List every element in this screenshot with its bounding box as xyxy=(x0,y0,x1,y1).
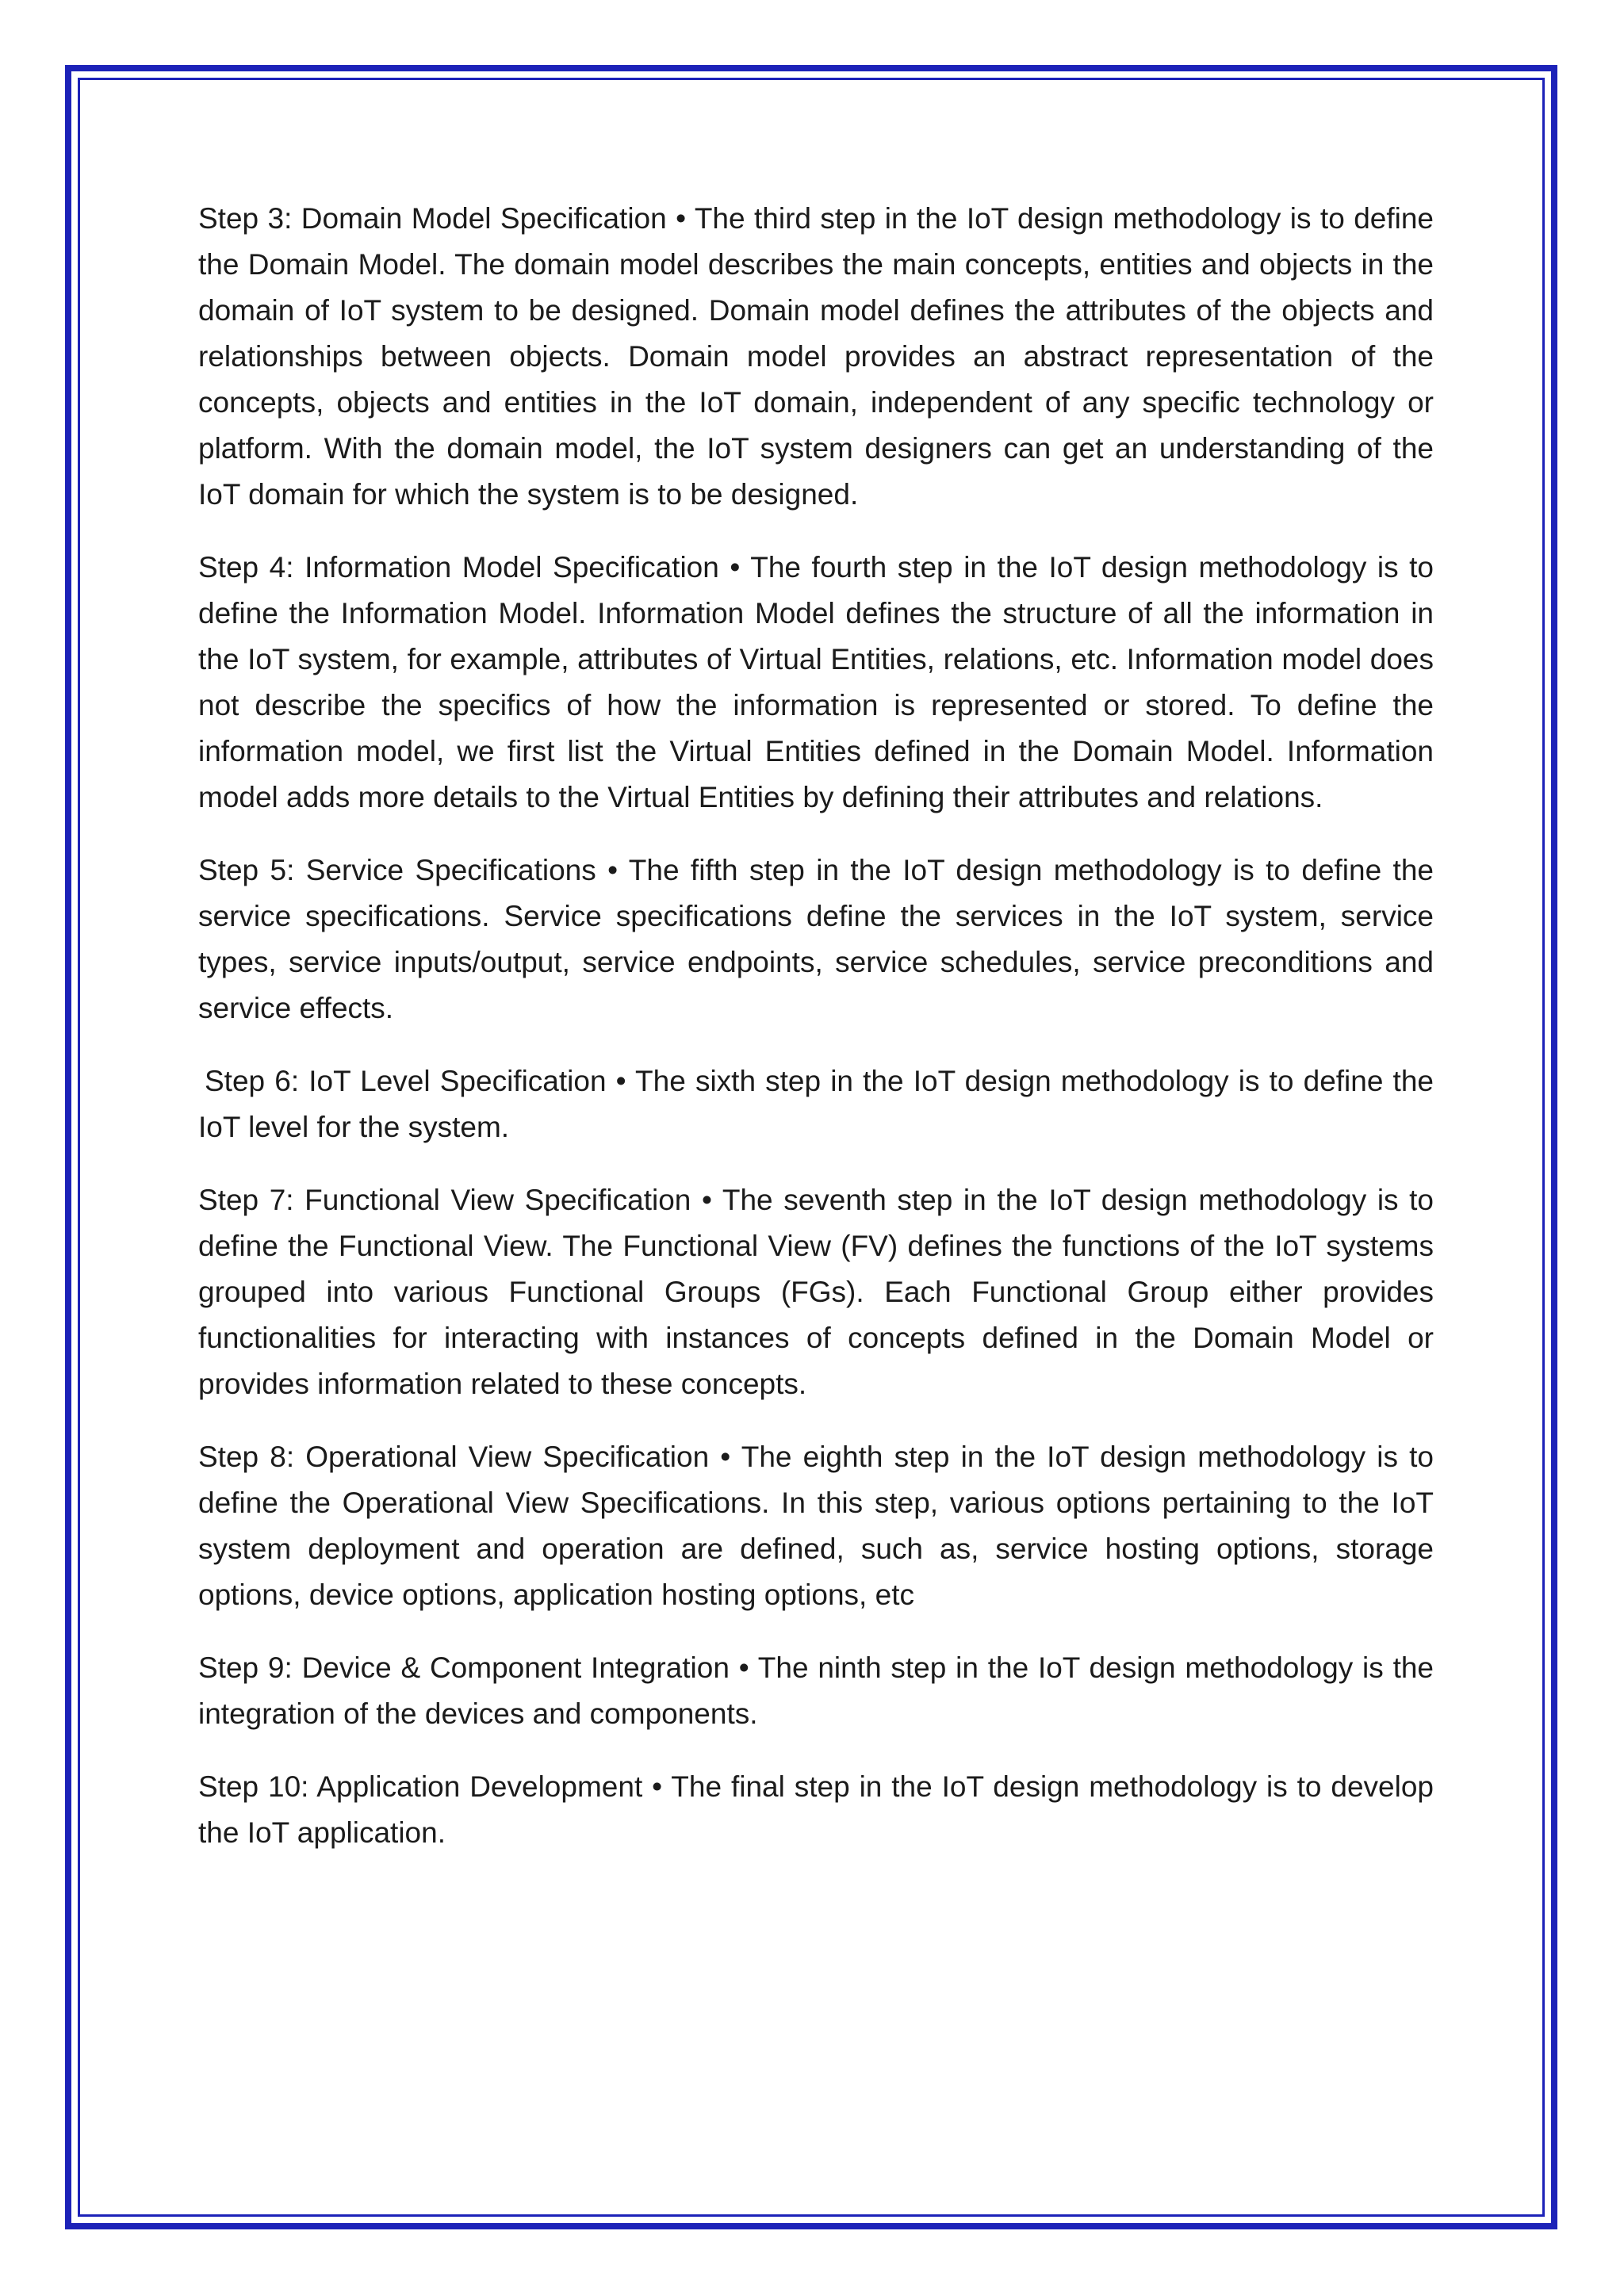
paragraph-step-10: Step 10: Application Development • The final step in the IoT design methodology is to develop the IoT application. xyxy=(198,1770,1434,1849)
paragraph-step-7: Step 7: Functional View Specification • The seventh step in the IoT design methodology is to define the Functional View. The Functional View (FV) defines the functions of the IoT systems grouped into various Functional Groups (FGs). Each Functional Group either provides functionalities for interacting with instances of concepts defined in the Domain Model or provides information related to these concepts. xyxy=(198,1184,1434,1400)
document-body xyxy=(198,196,1434,1883)
paragraph-step-8: Step 8: Operational View Specification • The eighth step in the IoT design methodology is to define the Operational View Specifications. In this step, various options pertaining to the IoT system deployment and operation are defined, such as, service hosting options, storage options, device options, application hosting options, etc xyxy=(198,1441,1434,1611)
paragraph-step-6: Step 6: IoT Level Specification • The sixth step in the IoT design methodology is to define the IoT level for the system. xyxy=(198,1065,1434,1143)
paragraph-step-5: Step 5: Service Specifications • The fifth step in the IoT design methodology is to define the service specifications. Service specifications define the services in the IoT system, service types, service inputs/output, service endpoints, service schedules, service preconditions and service effects. xyxy=(198,854,1434,1024)
paragraph-step-3: Step 3: Domain Model Specification • The third step in the IoT design methodology is to define the Domain Model. The domain model describes the main concepts, entities and objects in the domain of IoT system to be designed. Domain model defines the attributes of the objects and relationships between objects. Domain model provides an abstract representation of the concepts, objects and entities in the IoT domain, independent of any specific technology or platform. With the domain model, the IoT system designers can get an understanding of the IoT domain for which the system is to be designed. xyxy=(198,202,1434,511)
paragraph-step-4: Step 4: Information Model Specification • The fourth step in the IoT design methodology is to define the Information Model. Information Model defines the structure of all the information in the IoT system, for example, attributes of Virtual Entities, relations, etc. Information model does not describe the specifics of how the information is represented or stored. To define the information model, we first list the Virtual Entities defined in the Domain Model. Information model adds more details to the Virtual Entities by defining their attributes and relations. xyxy=(198,551,1434,813)
paragraph-step-9: Step 9: Device & Component Integration • The ninth step in the IoT design methodology is the integration of the devices and components. xyxy=(198,1651,1434,1730)
